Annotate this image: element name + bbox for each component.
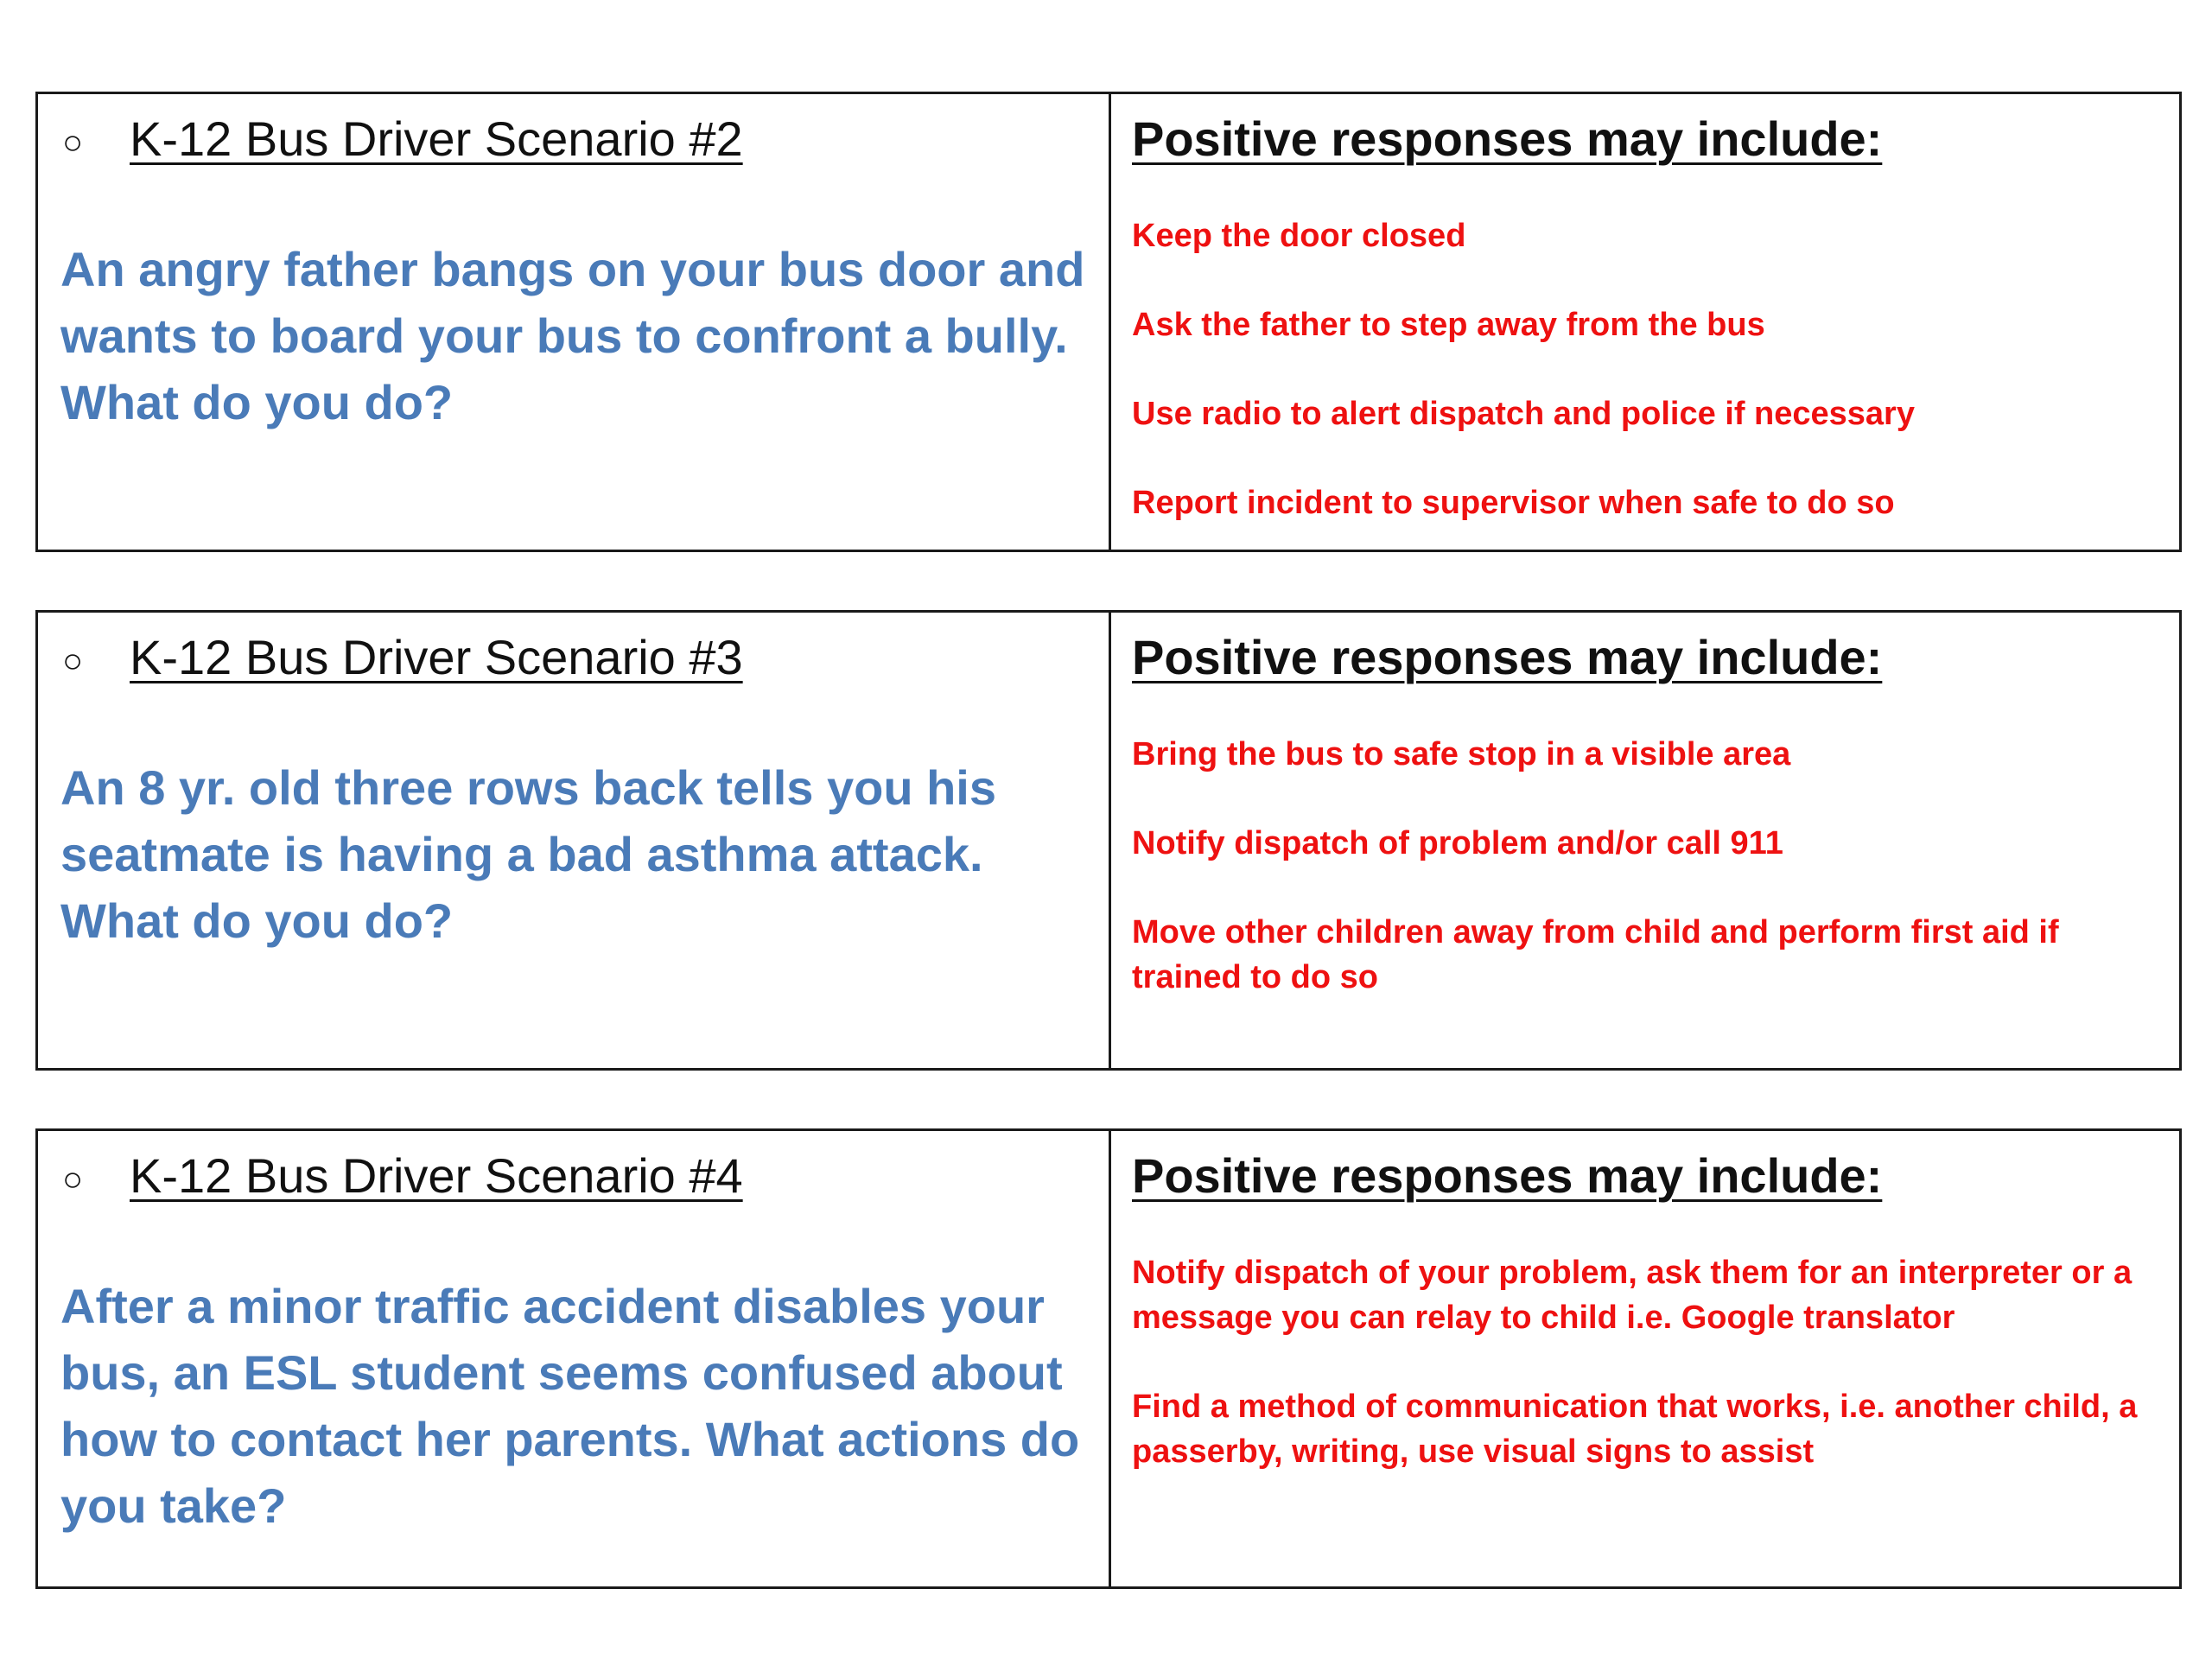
scenario-cell <box>38 613 1111 1068</box>
responses-heading: Positive responses may include: <box>1132 630 1883 684</box>
scenario-card <box>35 1128 2182 1589</box>
bullet-icon: ○ <box>62 124 84 162</box>
responses-list <box>1132 213 2152 569</box>
bullet-icon: ○ <box>62 642 84 680</box>
responses-list <box>1132 1250 2152 1518</box>
responses-heading: Positive responses may include: <box>1132 1148 1883 1203</box>
scenario-question: An angry father bangs on your bus door and wants to board your bus to confront a bully. What do you do? <box>60 242 1085 429</box>
bullet-icon: ○ <box>62 1160 84 1198</box>
scenario-cell <box>38 94 1111 550</box>
response-item: Notify dispatch of your problem, ask them for an interpreter or a message you can relay to child i.e. Google translator <box>1132 1255 2133 1336</box>
response-item: Notify dispatch of problem and/or call 911 <box>1132 825 1783 861</box>
response-item: Use radio to alert dispatch and police if necessary <box>1132 396 1915 432</box>
scenario-question: An 8 yr. old three rows back tells you his seatmate is having a bad asthma attack. What do you do? <box>60 760 997 948</box>
response-item: Keep the door closed <box>1132 218 1466 254</box>
responses-cell <box>1111 94 2179 550</box>
responses-cell <box>1111 1131 2179 1586</box>
scenario-title: K-12 Bus Driver Scenario #4 <box>130 1148 743 1203</box>
response-item: Ask the father to step away from the bus <box>1132 307 1765 343</box>
scenario-cell <box>38 1131 1111 1586</box>
response-item: Move other children away from child and perform first aid if trained to do so <box>1132 914 2059 995</box>
scenario-card <box>35 610 2182 1071</box>
response-item: Report incident to supervisor when safe to do so <box>1132 485 1895 521</box>
scenario-question: After a minor traffic accident disables your bus, an ESL student seems confused about how to contact her parents. What actions do you take? <box>60 1279 1080 1533</box>
responses-list <box>1132 732 2152 1044</box>
scenario-card <box>35 92 2182 552</box>
responses-heading: Positive responses may include: <box>1132 111 1883 166</box>
responses-cell <box>1111 613 2179 1068</box>
scenario-title: K-12 Bus Driver Scenario #2 <box>130 111 743 166</box>
response-item: Find a method of communication that works, i.e. another child, a passerby, writing, use visual signs to assist <box>1132 1389 2138 1470</box>
response-item: Bring the bus to safe stop in a visible area <box>1132 736 1791 772</box>
scenario-title: K-12 Bus Driver Scenario #3 <box>130 630 743 684</box>
